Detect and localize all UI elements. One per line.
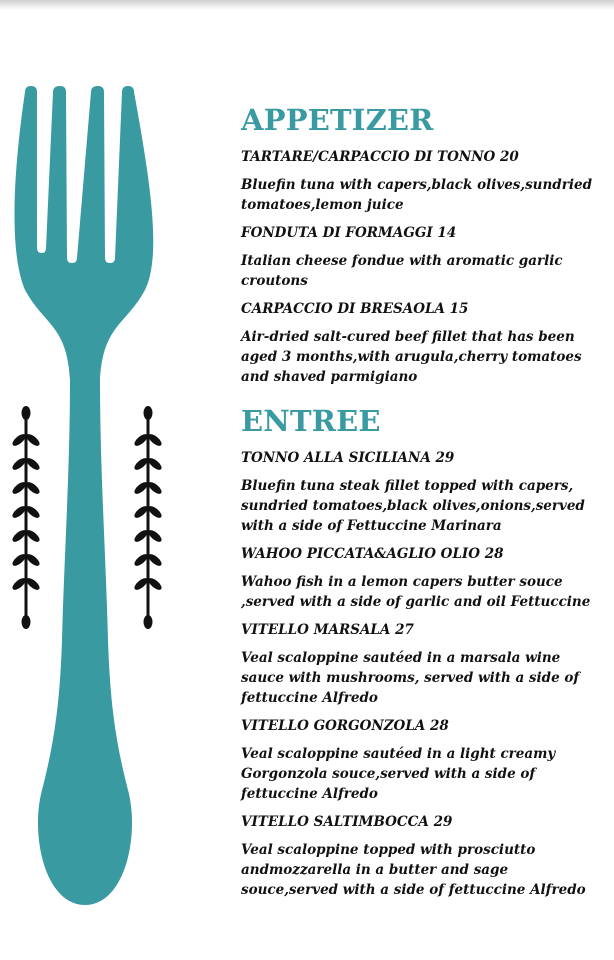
menu-item-description: Veal scaloppine topped with prosciutto andmozzarella in a butter and sage souce,served with a side of fettuccine Alfredo xyxy=(241,842,586,898)
decoration-art xyxy=(0,0,230,960)
entree-section xyxy=(241,403,603,900)
menu-item-description: Bluefin tuna steak fillet topped with capers, sundried tomatoes,black olives,onions,served with a side of Fettuccine Marinara xyxy=(241,478,585,534)
menu-item-description: Air-dried salt-cured beef fillet that has been aged 3 months,with arugula,cherry tomatoes and shaved parmigiano xyxy=(241,329,582,385)
menu-item-name: TARTARE/CARPACCIO DI TONNO 20 xyxy=(241,149,519,165)
sprig-icon xyxy=(11,406,42,629)
section-title: ENTREE xyxy=(241,404,381,438)
menu-item-name: FONDUTA DI FORMAGGI 14 xyxy=(241,225,457,241)
menu-item-description: Wahoo fish in a lemon capers butter souce ,served with a side of garlic and oil Fettuccine xyxy=(241,574,591,610)
menu-item-name: WAHOO PICCATA&AGLIO OLIO 28 xyxy=(241,546,504,562)
sprig-icon xyxy=(133,406,164,629)
section-title: APPETIZER xyxy=(241,103,434,137)
menu-item-description: Bluefin tuna with capers,black olives,sundried tomatoes,lemon juice xyxy=(241,177,593,213)
appetizer-section xyxy=(241,102,603,387)
menu-content xyxy=(241,102,603,909)
menu-item-description: Veal scaloppine sautéed in a light creamy Gorgonzola souce,served with a side of fettuccine Alfredo xyxy=(241,746,556,802)
menu-item-description: Veal scaloppine sautéed in a marsala wine sauce with mushrooms, served with a side of fettuccine Alfredo xyxy=(241,650,580,706)
fork-icon xyxy=(14,86,153,905)
menu-item-name: VITELLO MARSALA 27 xyxy=(241,622,414,638)
menu-item-name: CARPACCIO DI BRESAOLA 15 xyxy=(241,301,469,317)
menu-item-name: VITELLO GORGONZOLA 28 xyxy=(241,718,449,734)
menu-item-description: Italian cheese fondue with aromatic garlic croutons xyxy=(241,253,563,289)
menu-item-name: VITELLO SALTIMBOCCA 29 xyxy=(241,814,453,830)
menu-item-name: TONNO ALLA SICILIANA 29 xyxy=(241,450,455,466)
